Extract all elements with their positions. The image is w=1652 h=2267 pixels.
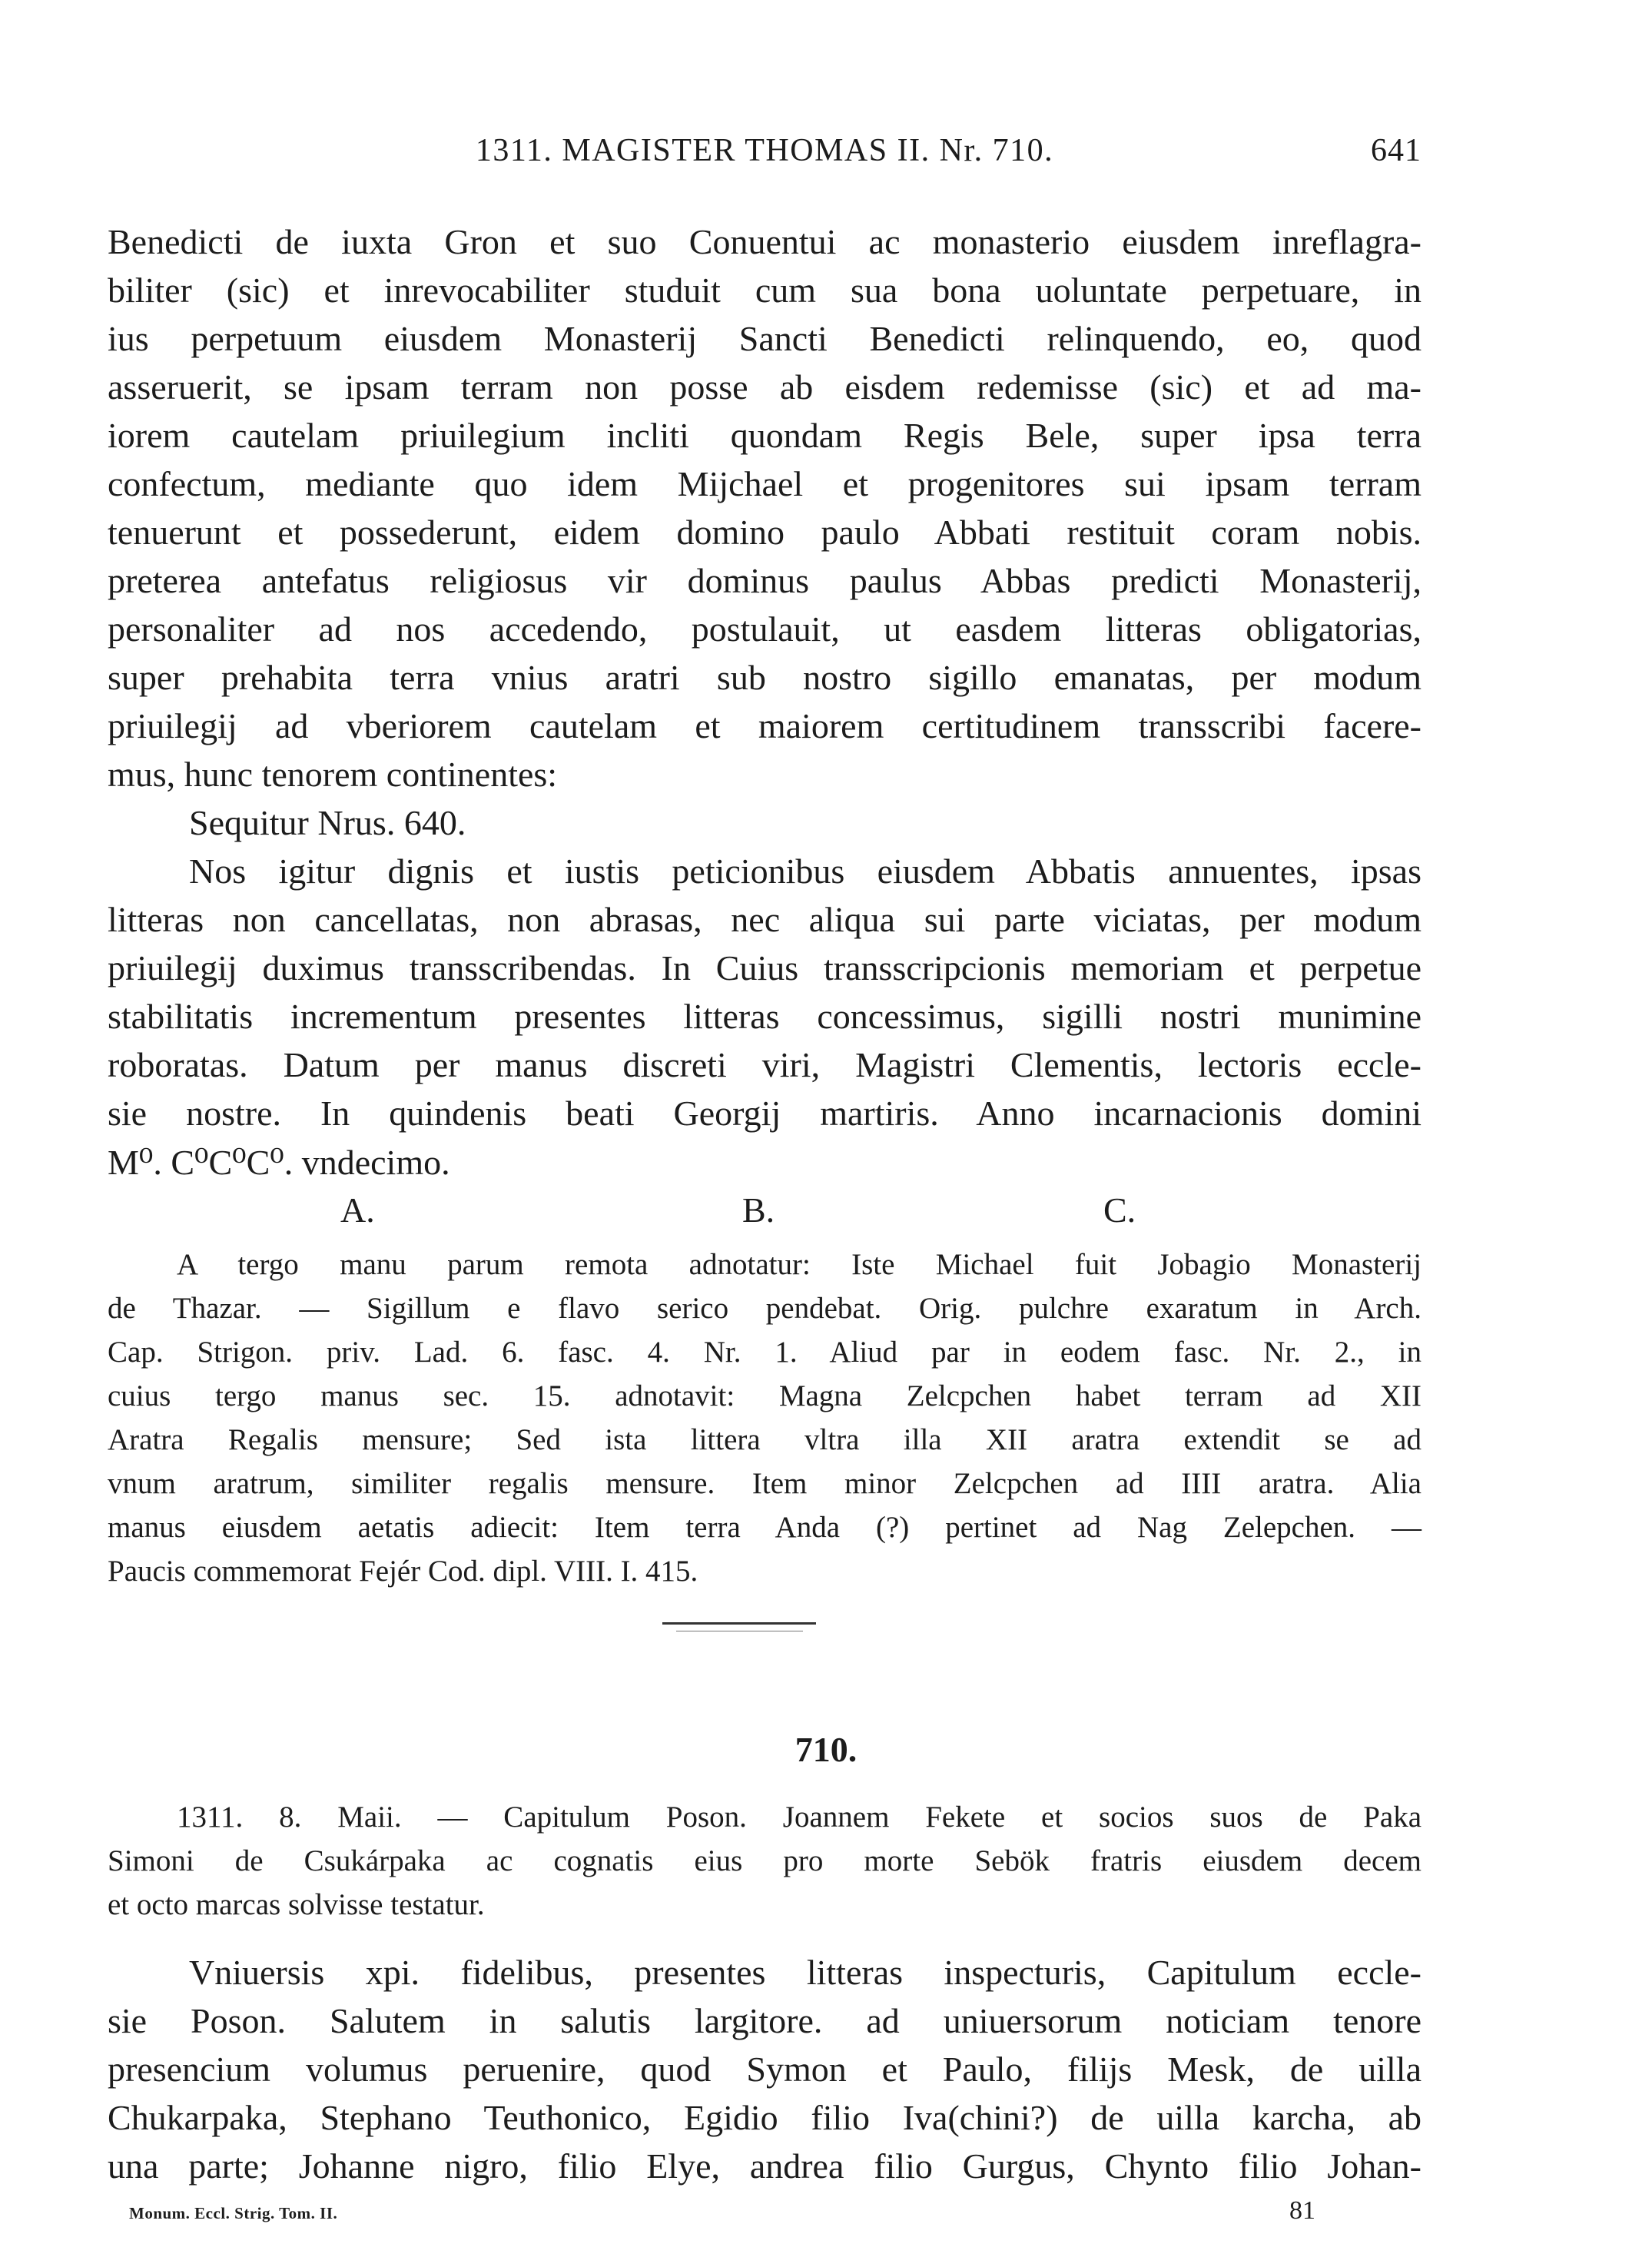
body-line: priuilegij duximus transscribendas. In Cuius transscripcionis memoriam et perpetue: [108, 948, 1421, 987]
body-line: sie nostre. In quindenis beati Georgij martiris. Anno incarnacionis domini: [108, 1094, 1421, 1133]
note-line: manus eiusdem aetatis adiecit: Item terra Anda (?) pertinet ad Nag Zelepchen. —: [108, 1511, 1421, 1544]
charter-line: presencium volumus peruenire, quod Symon et Paulo, filijs Mesk, de uilla: [108, 2050, 1421, 2089]
charter-line: sie Poson. Salutem in salutis largitore. ad uniuersorum noticiam tenore: [108, 2001, 1421, 2040]
body-line: confectum, mediante quo idem Mijchael et progenitores sui ipsam terram: [108, 464, 1421, 503]
body-line: personaliter ad nos accedendo, postulauit, ut easdem litteras obligatorias,: [108, 609, 1421, 649]
body-line: mus, hunc tenorem continentes:: [108, 755, 558, 794]
body-line: preterea antefatus religiosus vir dominus paulus Abbas predicti Monasterij,: [108, 561, 1421, 600]
body-line: litteras non cancellatas, non abrasas, nec aliqua sui parte viciatas, per modum: [108, 900, 1421, 939]
body-line: biliter (sic) et inrevocabiliter studuit cum sua bona uoluntate perpetuare, in: [108, 271, 1421, 310]
body-line: Benedicti de iuxta Gron et suo Conuentui ac monasterio eiusdem inreflagra-: [108, 222, 1421, 261]
note-line: Paucis commemorat Fejér Cod. dipl. VIII. I. 415.: [108, 1555, 698, 1588]
siglum-a: A.: [340, 1190, 375, 1230]
summary-line: Simoni de Csukárpaka ac cognatis eius pro morte Sebök fratris eiusdem decem: [108, 1844, 1421, 1877]
note-line: vnum aratrum, similiter regalis mensure. Item minor Zelcpchen ad IIII aratra. Alia: [108, 1467, 1421, 1500]
document-number: 710.: [794, 1730, 858, 1769]
body-line: Nos igitur dignis et iustis peticionibus eiusdem Abbatis annuentes, ipsas: [189, 851, 1421, 891]
note-line: Aratra Regalis mensure; Sed ista littera vltra illa XII aratra extendit se ad: [108, 1423, 1421, 1456]
note-line: de Thazar. — Sigillum e flavo serico pendebat. Orig. pulchre exaratum in Arch.: [108, 1292, 1421, 1325]
note-line: A tergo manu parum remota adnotatur: Iste Michael fuit Jobagio Monasterij: [177, 1248, 1421, 1281]
note-line: cuius tergo manus sec. 15. adnotavit: Magna Zelcpchen habet terram ad XII: [108, 1379, 1421, 1412]
body-line: priuilegij ad vberiorem cautelam et maiorem certitudinem transscribi facere-: [108, 706, 1421, 745]
section-divider: [662, 1622, 816, 1625]
body-line: Sequitur Nrus. 640.: [189, 803, 466, 842]
note-line: Cap. Strigon. priv. Lad. 6. fasc. 4. Nr. 1. Aliud par in eodem fasc. Nr. 2., in: [108, 1336, 1421, 1369]
charter-line: Vniuersis xpi. fidelibus, presentes litteras inspecturis, Capitulum eccle-: [189, 1953, 1421, 1992]
page-number: 641: [1371, 133, 1421, 168]
body-line: M⁰. C⁰C⁰C⁰. vndecimo.: [108, 1143, 450, 1182]
footer-signature: 81: [1289, 2196, 1315, 2225]
footer-series: Monum. Eccl. Strig. Tom. II.: [129, 2204, 338, 2222]
summary-line: 1311. 8. Maii. — Capitulum Poson. Joannem Fekete et socios suos de Paka: [177, 1801, 1421, 1834]
body-line: roboratas. Datum per manus discreti viri, Magistri Clementis, lectoris eccle-: [108, 1045, 1421, 1084]
body-line: iorem cautelam priuilegium incliti quondam Regis Bele, super ipsa terra: [108, 416, 1421, 455]
body-line: super prehabita terra vnius aratri sub nostro sigillo emanatas, per modum: [108, 658, 1421, 697]
body-line: ius perpetuum eiusdem Monasterij Sancti Benedicti relinquendo, eo, quod: [108, 319, 1421, 358]
body-line: tenuerunt et possederunt, eidem domino paulo Abbati restituit coram nobis.: [108, 513, 1421, 552]
body-line: stabilitatis incrementum presentes litteras concessimus, sigilli nostri munimine: [108, 997, 1421, 1036]
summary-line: et octo marcas solvisse testatur.: [108, 1888, 485, 1921]
header-title: 1311. MAGISTER THOMAS II. Nr. 710.: [475, 133, 1054, 168]
charter-line: una parte; Johanne nigro, filio Elye, andrea filio Gurgus, Chynto filio Johan-: [108, 2146, 1421, 2186]
body-line: asseruerit, se ipsam terram non posse ab eisdem redemisse (sic) et ad ma-: [108, 367, 1421, 407]
siglum-b: B.: [742, 1190, 775, 1230]
charter-line: Chukarpaka, Stephano Teuthonico, Egidio filio Iva(chini?) de uilla karcha, ab: [108, 2098, 1421, 2137]
siglum-c: C.: [1103, 1190, 1136, 1230]
running-header: [108, 132, 1421, 178]
